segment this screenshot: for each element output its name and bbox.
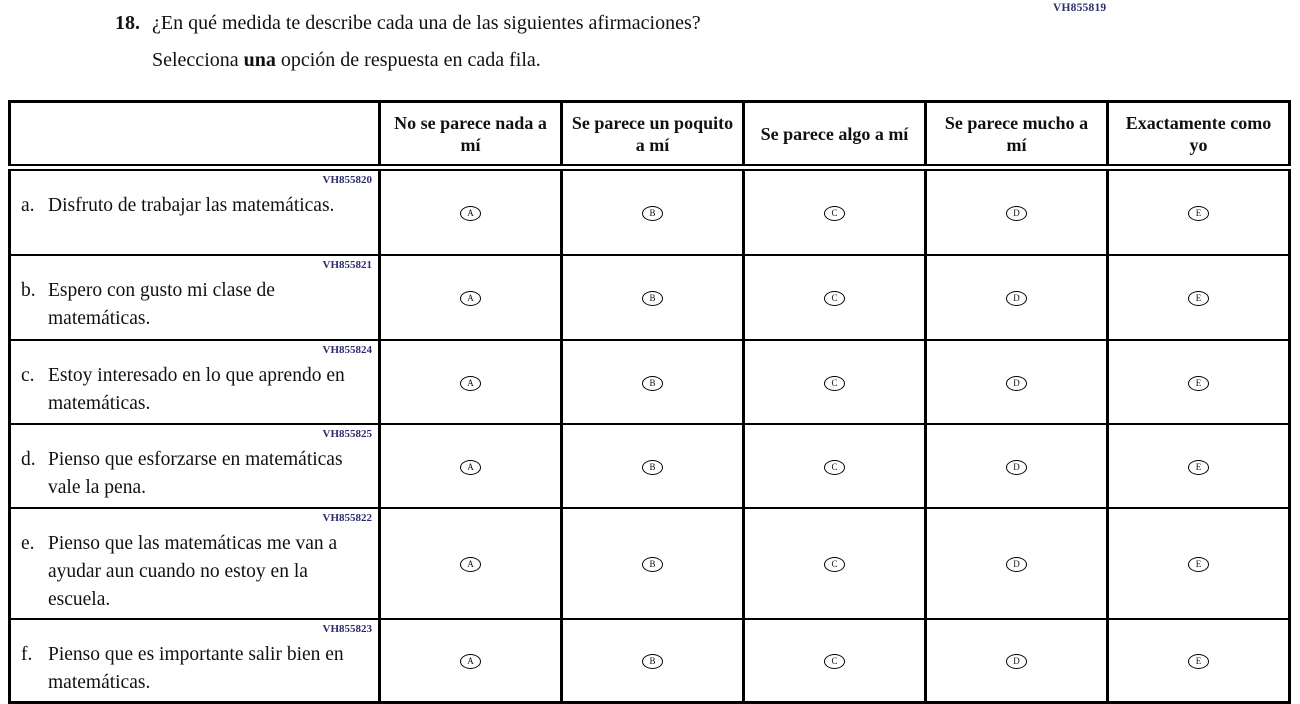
item-text: Pienso que es importante salir bien en matemáticas.	[48, 643, 344, 693]
item-letter: d.	[21, 448, 36, 470]
option-cell	[380, 340, 562, 424]
item-letter: c.	[21, 364, 35, 386]
statement-cell	[10, 424, 380, 508]
item-letter: f.	[21, 643, 33, 665]
column-header: Se parece mucho a mí	[926, 102, 1108, 168]
statement-cell	[10, 168, 380, 255]
option-cell	[926, 619, 1108, 703]
option-cell	[744, 168, 926, 255]
option-cell	[926, 255, 1108, 340]
option-bubble-b[interactable]: B	[642, 460, 663, 475]
option-bubble-c[interactable]: C	[824, 557, 845, 572]
item-code: VH855821	[322, 258, 372, 271]
option-cell	[744, 508, 926, 619]
option-bubble-c[interactable]: C	[824, 291, 845, 306]
option-cell	[1108, 424, 1290, 508]
option-bubble-d[interactable]: D	[1006, 557, 1027, 572]
option-cell	[1108, 340, 1290, 424]
column-header: Se parece un poquito a mí	[562, 102, 744, 168]
option-cell	[926, 168, 1108, 255]
option-bubble-d[interactable]: D	[1006, 376, 1027, 391]
table-row	[10, 340, 1290, 424]
option-bubble-c[interactable]: C	[824, 206, 845, 221]
option-cell	[1108, 168, 1290, 255]
option-bubble-a[interactable]: A	[460, 460, 481, 475]
option-bubble-e[interactable]: E	[1188, 206, 1209, 221]
item-text: Disfruto de trabajar las matemáticas.	[48, 195, 335, 216]
option-bubble-b[interactable]: B	[642, 654, 663, 669]
instruction-bold: una	[243, 49, 276, 71]
option-bubble-b[interactable]: B	[642, 206, 663, 221]
option-cell	[744, 619, 926, 703]
option-cell	[926, 340, 1108, 424]
option-cell	[380, 168, 562, 255]
item-code: VH855824	[322, 343, 372, 356]
column-header: Exactamente como yo	[1108, 102, 1290, 168]
option-bubble-d[interactable]: D	[1006, 291, 1027, 306]
option-cell	[380, 255, 562, 340]
statement-cell	[10, 508, 380, 619]
option-bubble-e[interactable]: E	[1188, 376, 1209, 391]
option-bubble-e[interactable]: E	[1188, 291, 1209, 306]
option-bubble-e[interactable]: E	[1188, 557, 1209, 572]
item-code: VH855825	[322, 427, 372, 440]
instruction-suffix: opción de respuesta en cada fila.	[275, 49, 541, 71]
instruction-prefix: Selecciona	[152, 49, 244, 71]
question-number: 18.	[115, 12, 140, 34]
option-cell	[562, 619, 744, 703]
option-bubble-a[interactable]: A	[460, 376, 481, 391]
option-bubble-c[interactable]: C	[824, 376, 845, 391]
item-letter: e.	[21, 532, 35, 554]
option-bubble-e[interactable]: E	[1188, 654, 1209, 669]
option-bubble-d[interactable]: D	[1006, 654, 1027, 669]
option-cell	[380, 424, 562, 508]
item-letter: a.	[21, 195, 35, 216]
item-code: VH855822	[322, 511, 372, 524]
option-bubble-c[interactable]: C	[824, 460, 845, 475]
option-cell	[926, 424, 1108, 508]
option-bubble-b[interactable]: B	[642, 376, 663, 391]
item-text: Estoy interesado en lo que aprendo en matemáticas.	[48, 364, 345, 414]
option-cell	[562, 168, 744, 255]
header-row	[10, 102, 1290, 168]
item-text: Pienso que esforzarse en matemáticas vale la pena.	[48, 448, 343, 498]
statement-cell	[10, 255, 380, 340]
column-header: No se parece nada a mí	[380, 102, 562, 168]
question-text: ¿En qué medida te describe cada una de las siguientes afirmaciones?	[152, 12, 701, 34]
option-cell	[1108, 508, 1290, 619]
item-code: VH855820	[322, 174, 372, 186]
option-bubble-a[interactable]: A	[460, 654, 481, 669]
option-bubble-d[interactable]: D	[1006, 460, 1027, 475]
table-row	[10, 255, 1290, 340]
table-row	[10, 424, 1290, 508]
option-cell	[562, 508, 744, 619]
option-cell	[1108, 619, 1290, 703]
question-instruction	[152, 47, 1015, 73]
column-header: Se parece algo a mí	[744, 102, 926, 168]
table-row	[10, 619, 1290, 703]
form-code: VH855819	[1053, 2, 1107, 14]
option-bubble-a[interactable]: A	[460, 557, 481, 572]
item-code: VH855823	[322, 622, 372, 635]
statement-header-cell	[10, 102, 380, 168]
option-cell	[926, 508, 1108, 619]
item-letter: b.	[21, 279, 36, 301]
option-bubble-c[interactable]: C	[824, 654, 845, 669]
option-bubble-a[interactable]: A	[460, 206, 481, 221]
response-matrix	[8, 100, 1291, 704]
option-bubble-b[interactable]: B	[642, 557, 663, 572]
item-text: Espero con gusto mi clase de matemáticas.	[48, 279, 275, 329]
item-text: Pienso que las matemáticas me van a ayudar aun cuando no estoy en la escuela.	[48, 532, 338, 610]
statement-cell	[10, 340, 380, 424]
option-bubble-d[interactable]: D	[1006, 206, 1027, 221]
option-cell	[562, 424, 744, 508]
option-bubble-b[interactable]: B	[642, 291, 663, 306]
option-cell	[1108, 255, 1290, 340]
option-cell	[744, 424, 926, 508]
option-cell	[744, 255, 926, 340]
option-bubble-a[interactable]: A	[460, 291, 481, 306]
option-cell	[562, 340, 744, 424]
question-block	[115, 10, 1015, 73]
option-bubble-e[interactable]: E	[1188, 460, 1209, 475]
option-cell	[380, 508, 562, 619]
matrix-body	[10, 168, 1290, 703]
option-cell	[562, 255, 744, 340]
table-row	[10, 508, 1290, 619]
option-cell	[380, 619, 562, 703]
statement-cell	[10, 619, 380, 703]
option-cell	[744, 340, 926, 424]
table-row	[10, 168, 1290, 255]
